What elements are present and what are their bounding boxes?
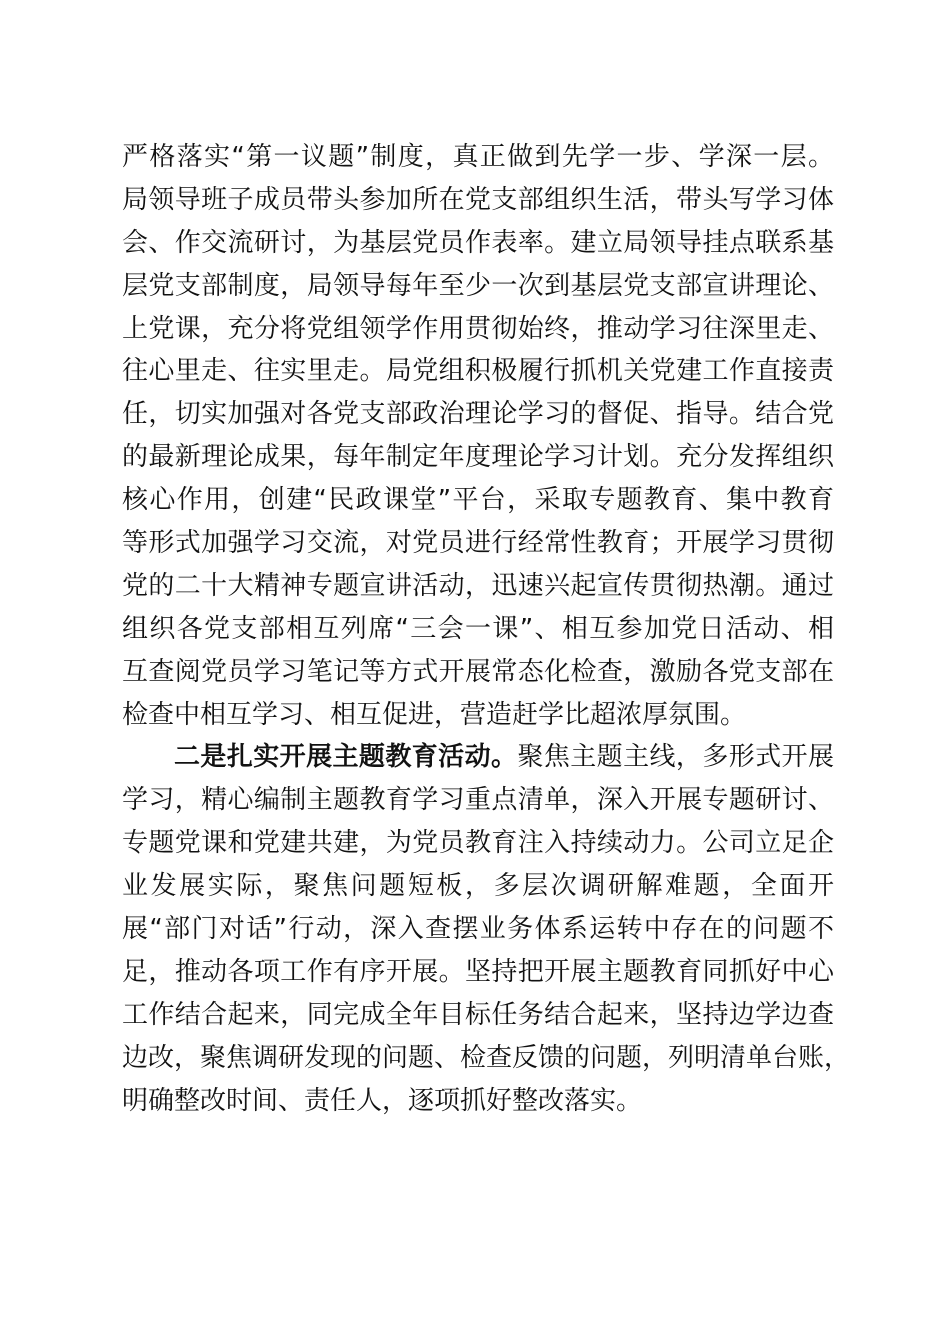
paragraph-lead: 二是扎实开展主题教育活动。 [174, 742, 518, 773]
text-line: 边改，聚焦调研发现的问题、检查反馈的问题，列明清单台账， [122, 1042, 851, 1073]
text-line: 核心作用，创建“民政课堂”平台，采取专题教育、集中教育 [122, 485, 834, 516]
text-line: 往心里走、往实里走。局党组积极履行抓机关党建工作直接责 [122, 356, 834, 387]
text-line: 足，推动各项工作有序开展。坚持把开展主题教育同抓好中心 [122, 956, 834, 987]
text-line: 严格落实“第一议题”制度，真正做到先学一步、学深一层。 [122, 142, 834, 172]
text-line: 上党课，充分将党组领学作用贯彻始终，推动学习往深里走、 [122, 313, 834, 344]
text-line: 任，切实加强对各党支部政治理论学习的督促、指导。结合党 [122, 399, 834, 430]
document-body [122, 136, 851, 1122]
text-line: 局领导班子成员带头参加所在党支部组织生活，带头写学习体 [122, 184, 834, 215]
paragraph-1 [122, 136, 834, 736]
text-line-first [122, 736, 834, 779]
text-line: 业发展实际，聚焦问题短板，多层次调研解难题，全面开 [122, 871, 834, 902]
paragraph-2 [122, 736, 851, 1122]
text-line: 互查阅党员学习笔记等方式开展常态化检查，激励各党支部在 [122, 656, 834, 687]
text-line: 的最新理论成果，每年制定年度理论学习计划。充分发挥组织 [122, 442, 834, 473]
text-line: 组织各党支部相互列席“三会一课”、相互参加党日活动、相 [122, 613, 834, 644]
text-line: 层党支部制度，局领导每年至少一次到基层党支部宣讲理论、 [122, 270, 834, 301]
text-line: 明确整改时间、责任人，逐项抓好整改落实。 [122, 1085, 643, 1116]
text-line: 检查中相互学习、相互促进，营造赶学比超浓厚氛围。 [122, 699, 747, 730]
paragraph-lead-rest: 聚焦主题主线，多形式开展 [517, 742, 834, 773]
text-line: 等形式加强学习交流，对党员进行经常性教育；开展学习贯彻 [122, 528, 834, 559]
text-line: 专题党课和党建共建，为党员教育注入持续动力。公司立足企 [122, 828, 834, 859]
text-line: 展“部门对话”行动，深入查摆业务体系运转中存在的问题不 [122, 914, 834, 945]
text-line: 党的二十大精神专题宣讲活动，迅速兴起宣传贯彻热潮。通过 [122, 570, 834, 601]
text-line: 学习，精心编制主题教育学习重点清单，深入开展专题研讨、 [122, 785, 834, 816]
text-line: 会、作交流研讨，为基层党员作表率。建立局领导挂点联系基 [122, 227, 834, 258]
text-line: 工作结合起来，同完成全年目标任务结合起来，坚持边学边查 [122, 999, 834, 1030]
